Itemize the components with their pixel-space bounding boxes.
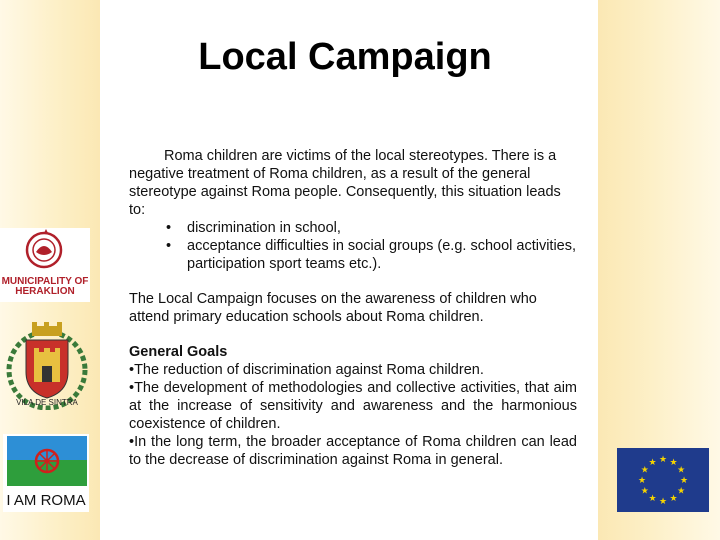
- goal-item: •The reduction of discrimination against Roma children.: [129, 362, 484, 378]
- sintra-shield-icon: [4, 322, 90, 410]
- intro-paragraph: [129, 147, 577, 273]
- intro-text: Roma children are victims of the local stereotypes. There is a negative treatment of Roma children, as a result of the general stereotype against Roma people. Consequently, this situation leads to:: [129, 148, 561, 218]
- eu-star-icon: ★: [677, 485, 686, 496]
- eu-star-icon: ★: [648, 456, 657, 467]
- general-goals-section: [129, 343, 577, 469]
- intro-bullet-list: [129, 219, 577, 273]
- roma-label: I AM ROMA: [6, 492, 86, 509]
- focus-paragraph: The Local Campaign focuses on the awareness of children who attend primary education schools about Roma children.: [129, 291, 537, 325]
- heraklion-logo: [0, 228, 90, 302]
- goal-item: •In the long term, the broader acceptance of Roma children can lead to the decrease of discrimination against Roma in general.: [129, 434, 577, 468]
- goal-item: •The development of methodologies and collective activities, that aim at the increase of sensitivity and awareness and the harmonious coexistence of children.: [129, 380, 577, 432]
- goals-heading: General Goals: [129, 344, 228, 360]
- eu-flag: [617, 448, 709, 512]
- eu-star-icon: ★: [677, 464, 686, 475]
- slide-title: Local Campaign: [198, 36, 492, 78]
- eu-star-icon: ★: [637, 475, 647, 485]
- sintra-coat-of-arms: [4, 322, 90, 410]
- i-am-roma-logo: [3, 434, 89, 512]
- bullet-dot: •: [166, 220, 172, 236]
- eu-star-icon: ★: [658, 496, 668, 506]
- eu-star-icon: ★: [679, 475, 689, 485]
- heraklion-label: MUNICIPALITY OF HERAKLION: [1, 276, 89, 297]
- eu-star-icon: ★: [669, 456, 678, 467]
- bullet-item: [129, 237, 577, 273]
- eu-stars-icon: [617, 448, 709, 512]
- bullet-text: discrimination in school,: [187, 220, 341, 236]
- bullet-text: acceptance difficulties in social groups (e.g. school activities, participation sport teams etc.).: [187, 238, 577, 272]
- eu-star-icon: ★: [640, 485, 649, 496]
- eu-star-icon: ★: [658, 454, 668, 464]
- eu-star-icon: ★: [669, 493, 678, 504]
- sintra-label: VILA DE SINTRA: [16, 398, 78, 407]
- eu-star-icon: ★: [640, 464, 649, 475]
- eu-star-icon: ★: [648, 493, 657, 504]
- bullet-dot: •: [166, 238, 172, 254]
- bullet-item: [129, 219, 577, 237]
